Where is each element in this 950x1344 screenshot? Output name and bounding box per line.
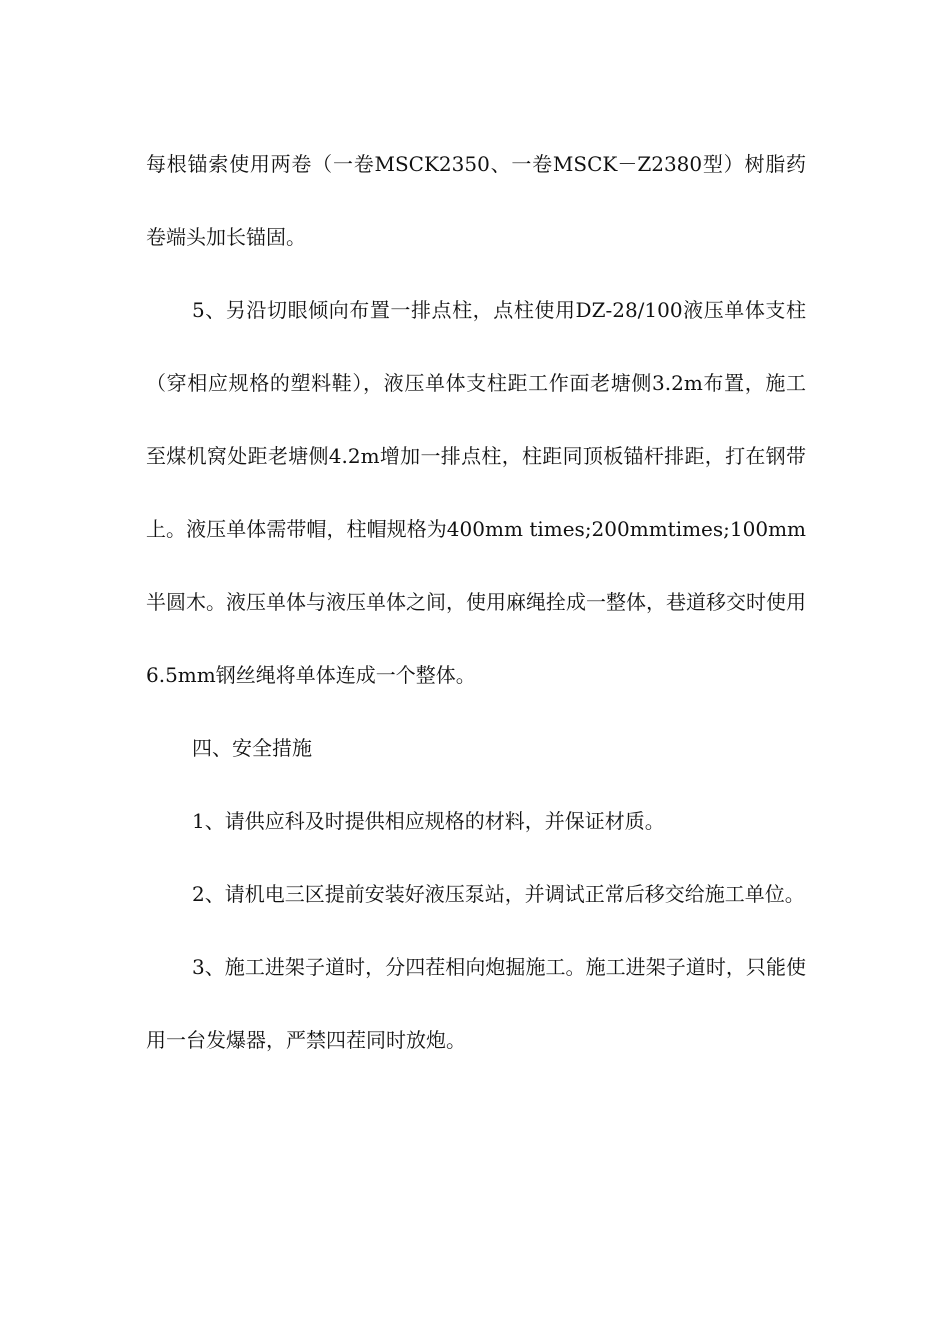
- section-heading-safety-measures: 四、安全措施: [192, 736, 312, 760]
- paragraph-safety-item-2: 2、请机电三区提前安装好液压泵站，并调试正常后移交给施工单位。: [192, 882, 805, 906]
- paragraph-anchor-cable: 每根锚索使用两卷（一卷MSCK2350、一卷MSCK－Z2380型）树脂药卷端头加长锚固。: [146, 152, 806, 249]
- document-body: [146, 128, 806, 1077]
- paragraph-safety-item-3: 3、施工进架子道时，分四茬相向炮掘施工。施工进架子道时，只能使用一台发爆器，严禁四茬同时放炮。: [146, 955, 806, 1052]
- paragraph-item-5-point-props: 5、另沿切眼倾向布置一排点柱，点柱使用DZ-28/100液压单体支柱（穿相应规格的塑料鞋），液压单体支柱距工作面老塘侧3.2m布置，施工至煤机窝处距老塘侧4.2m增加一排点柱，柱距同顶板锚杆排距，打在钢带上。液压单体需带帽，柱帽规格为400mm times;200mmtimes;100mm半圆木。液压单体与液压单体之间，使用麻绳拴成一整体，巷道移交时使用6.5mm钢丝绳将单体连成一个整体。: [146, 298, 806, 687]
- paragraph-safety-item-1: 1、请供应科及时提供相应规格的材料，并保证材质。: [192, 809, 665, 833]
